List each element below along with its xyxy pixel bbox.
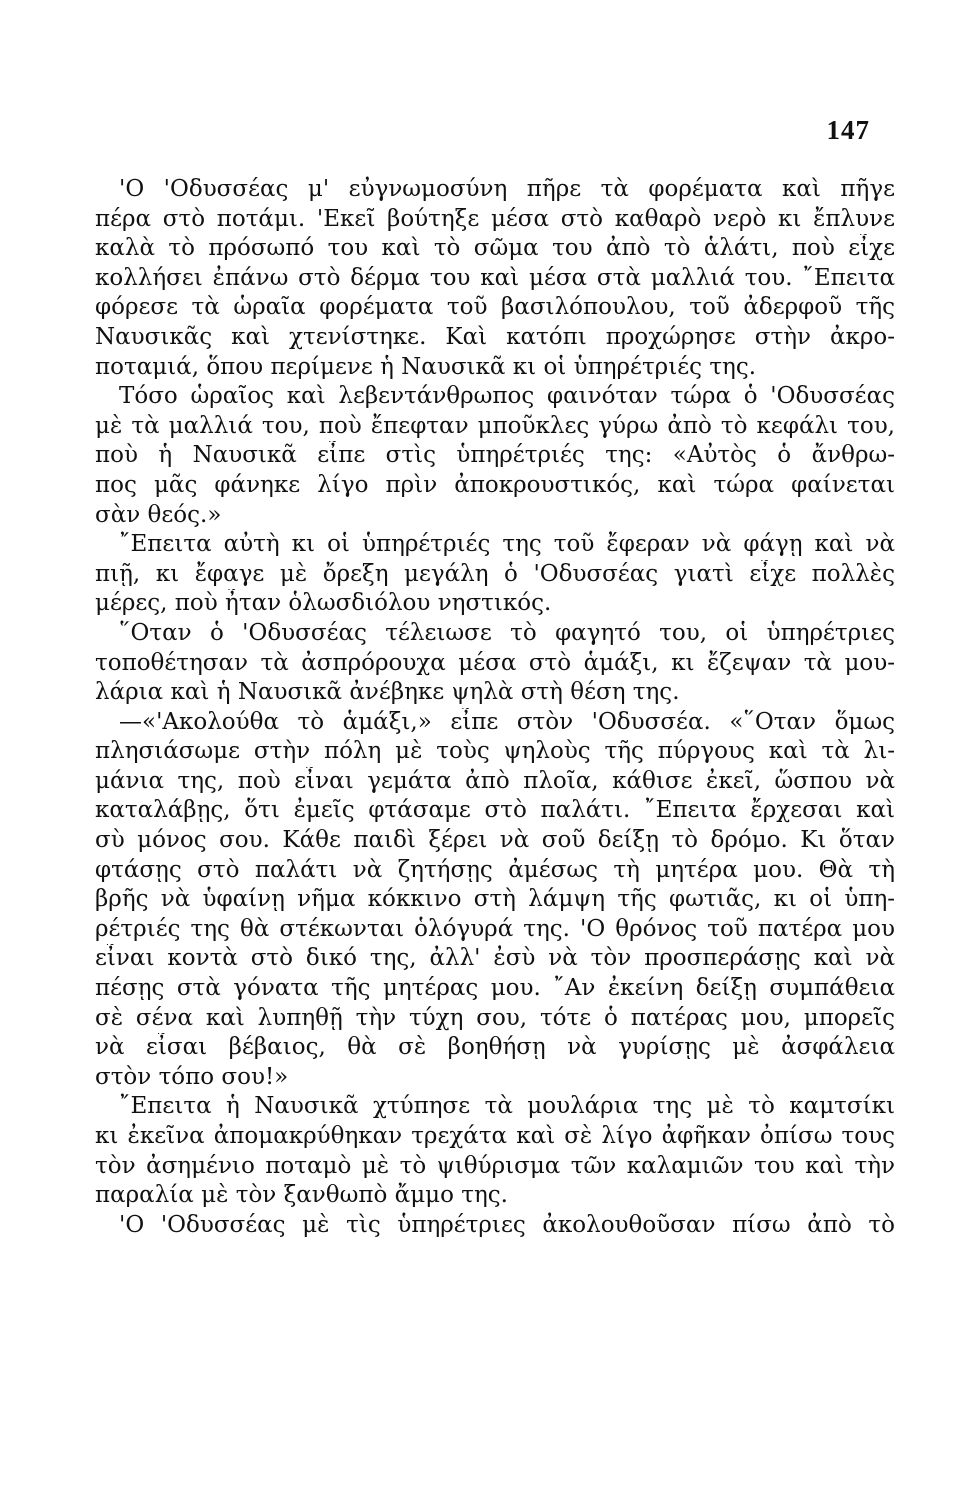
text-line-22: καταλάβῃς, ὅτι ἐμεῖς φτάσαμε στὸ παλάτι. ῎Επειτα ἔρχεσαι καὶ — [95, 797, 895, 824]
text-line-1: 'Ο 'Οδυσσέας μ' εὐγνωμοσύνη πῆρε τὰ φορέματα καὶ πῆγε — [119, 176, 895, 202]
text-line-34: τὸν ἀσημένιο ποταμὸ μὲ τὸ ψιθύρισμα τῶν καλαμιῶν του καὶ τὴν — [95, 1152, 895, 1179]
text-line-10: ποὺ ἡ Ναυσικᾶ εἶπε στὶς ὑπηρέτριές της: «Αὐτὸς ὁ ἄνθρω- — [95, 442, 895, 469]
text-line-8: Τόσο ὡραῖος καὶ λεβεντάνθρωπος φαινόταν τώρα ὁ 'Οδυσσέας — [119, 383, 895, 410]
text-line-36: 'Ο 'Οδυσσέας μὲ τὶς ὑπηρέτριες ἀκολουθοῦσαν πίσω ἀπὸ τὸ — [119, 1211, 895, 1238]
text-line-31: στὸν τόπο σου!» — [95, 1063, 289, 1090]
body-text — [95, 175, 895, 1240]
text-line-23: σὺ μόνος σου. Κάθε παιδὶ ξέρει νὰ σοῦ δείξῃ τὸ δρόμο. Κι ὅταν — [95, 827, 895, 854]
text-line-26: ρέτριές της θὰ στέκωνται ὁλόγυρά της. 'Ο θρόνος τοῦ πατέρα μου — [95, 915, 895, 942]
text-line-32: ῎Επειτα ἡ Ναυσικᾶ χτύπησε τὰ μουλάρια της μὲ τὸ καμτσίκι — [119, 1093, 895, 1120]
text-line-33: κι ἐκεῖνα ἀπομακρύθηκαν τρεχάτα καὶ σὲ λίγο ἀφῆκαν ὀπίσω τους — [95, 1123, 895, 1149]
text-line-7: ποταμιά, ὅπου περίμενε ἡ Ναυσικᾶ κι οἱ ὑπηρέτριές της. — [95, 353, 757, 380]
text-line-29: σὲ σένα καὶ λυπηθῇ τὴν τύχη σου, τότε ὁ πατέρας μου, μπορεῖς — [95, 1004, 895, 1031]
text-line-21: μάνια της, ποὺ εἶναι γεμάτα ἀπὸ πλοῖα, κάθισε ἐκεῖ, ὥσπου νὰ — [95, 767, 895, 794]
text-line-19: —«'Ακολούθα τὸ ἁμάξι,» εἶπε στὸν 'Οδυσσέα. «῞Οταν ὅμως — [119, 708, 895, 735]
text-line-28: πέσῃς στὰ γόνατα τῆς μητέρας μου. ῎Αν ἐκείνη δείξῃ συμπάθεια — [95, 975, 895, 1002]
text-line-18: λάρια καὶ ἡ Ναυσικᾶ ἀνέβηκε ψηλὰ στὴ θέση της. — [95, 679, 680, 706]
text-line-4: κολλήσει ἐπάνω στὸ δέρμα του καὶ μέσα στὰ μαλλιά του. ῎Επειτα — [95, 264, 895, 291]
text-line-5: φόρεσε τὰ ὡραῖα φορέματα τοῦ βασιλόπουλου, τοῦ ἀδερφοῦ τῆς — [95, 294, 895, 321]
text-line-27: εἶναι κοντὰ στὸ δικό της, ἀλλ' ἐσὺ νὰ τὸν προσπεράσῃς καὶ νὰ — [95, 945, 895, 972]
text-line-11: πος μᾶς φάνηκε λίγο πρὶν ἀποκρουστικός, καὶ τώρα φαίνεται — [95, 471, 895, 498]
text-line-6: Ναυσικᾶς καὶ χτενίστηκε. Καὶ κατόπι προχώρησε στὴν ἀκρο- — [95, 323, 895, 350]
text-line-25: βρῆς νὰ ὑφαίνῃ νῆμα κόκκινο στὴ λάμψη τῆς φωτιᾶς, κι οἱ ὑπη- — [95, 886, 895, 913]
text-line-17: τοποθέτησαν τὰ ἀσπρόρουχα μέσα στὸ ἁμάξι, κι ἔζεψαν τὰ μου- — [95, 649, 895, 676]
text-line-15: μέρες, ποὺ ἦταν ὁλωσδιόλου νηστικός. — [95, 590, 552, 617]
text-line-9: μὲ τὰ μαλλιά του, ποὺ ἔπεφταν μποῦκλες γύρω ἀπὸ τὸ κεφάλι του, — [95, 412, 895, 439]
text-line-20: πλησιάσωμε στὴν πόλη μὲ τοὺς ψηλοὺς τῆς πύργους καὶ τὰ λι- — [95, 738, 895, 765]
text-line-12: σὰν θεός.» — [95, 501, 222, 528]
text-line-2: πέρα στὸ ποτάμι. 'Εκεῖ βούτηξε μέσα στὸ καθαρὸ νερὸ κι ἔπλυνε — [95, 205, 895, 232]
text-line-30: νὰ εἶσαι βέβαιος, θὰ σὲ βοηθήσῃ νὰ γυρίσῃς μὲ ἀσφάλεια — [95, 1034, 895, 1061]
text-line-14: πιῇ, κι ἔφαγε μὲ ὄρεξη μεγάλη ὁ 'Οδυσσέας γιατὶ εἶχε πολλὲς — [95, 560, 895, 587]
text-line-16: ῞Οταν ὁ 'Οδυσσέας τέλειωσε τὸ φαγητό του, οἱ ὑπηρέτριες — [119, 619, 895, 646]
text-line-3: καλὰ τὸ πρόσωπό του καὶ τὸ σῶμα του ἀπὸ τὸ ἁλάτι, ποὺ εἶχε — [95, 235, 895, 262]
text-line-35: παραλία μὲ τὸν ξανθωπὸ ἄμμο της. — [95, 1182, 508, 1209]
text-line-24: φτάσῃς στὸ παλάτι νὰ ζητήσῃς ἀμέσως τὴ μητέρα μου. Θὰ τὴ — [95, 856, 895, 883]
text-line-13: ῎Επειτα αὐτὴ κι οἱ ὑπηρέτριές της τοῦ ἔφεραν νὰ φάγῃ καὶ νὰ — [119, 531, 895, 558]
page-number: 147 — [826, 115, 870, 145]
